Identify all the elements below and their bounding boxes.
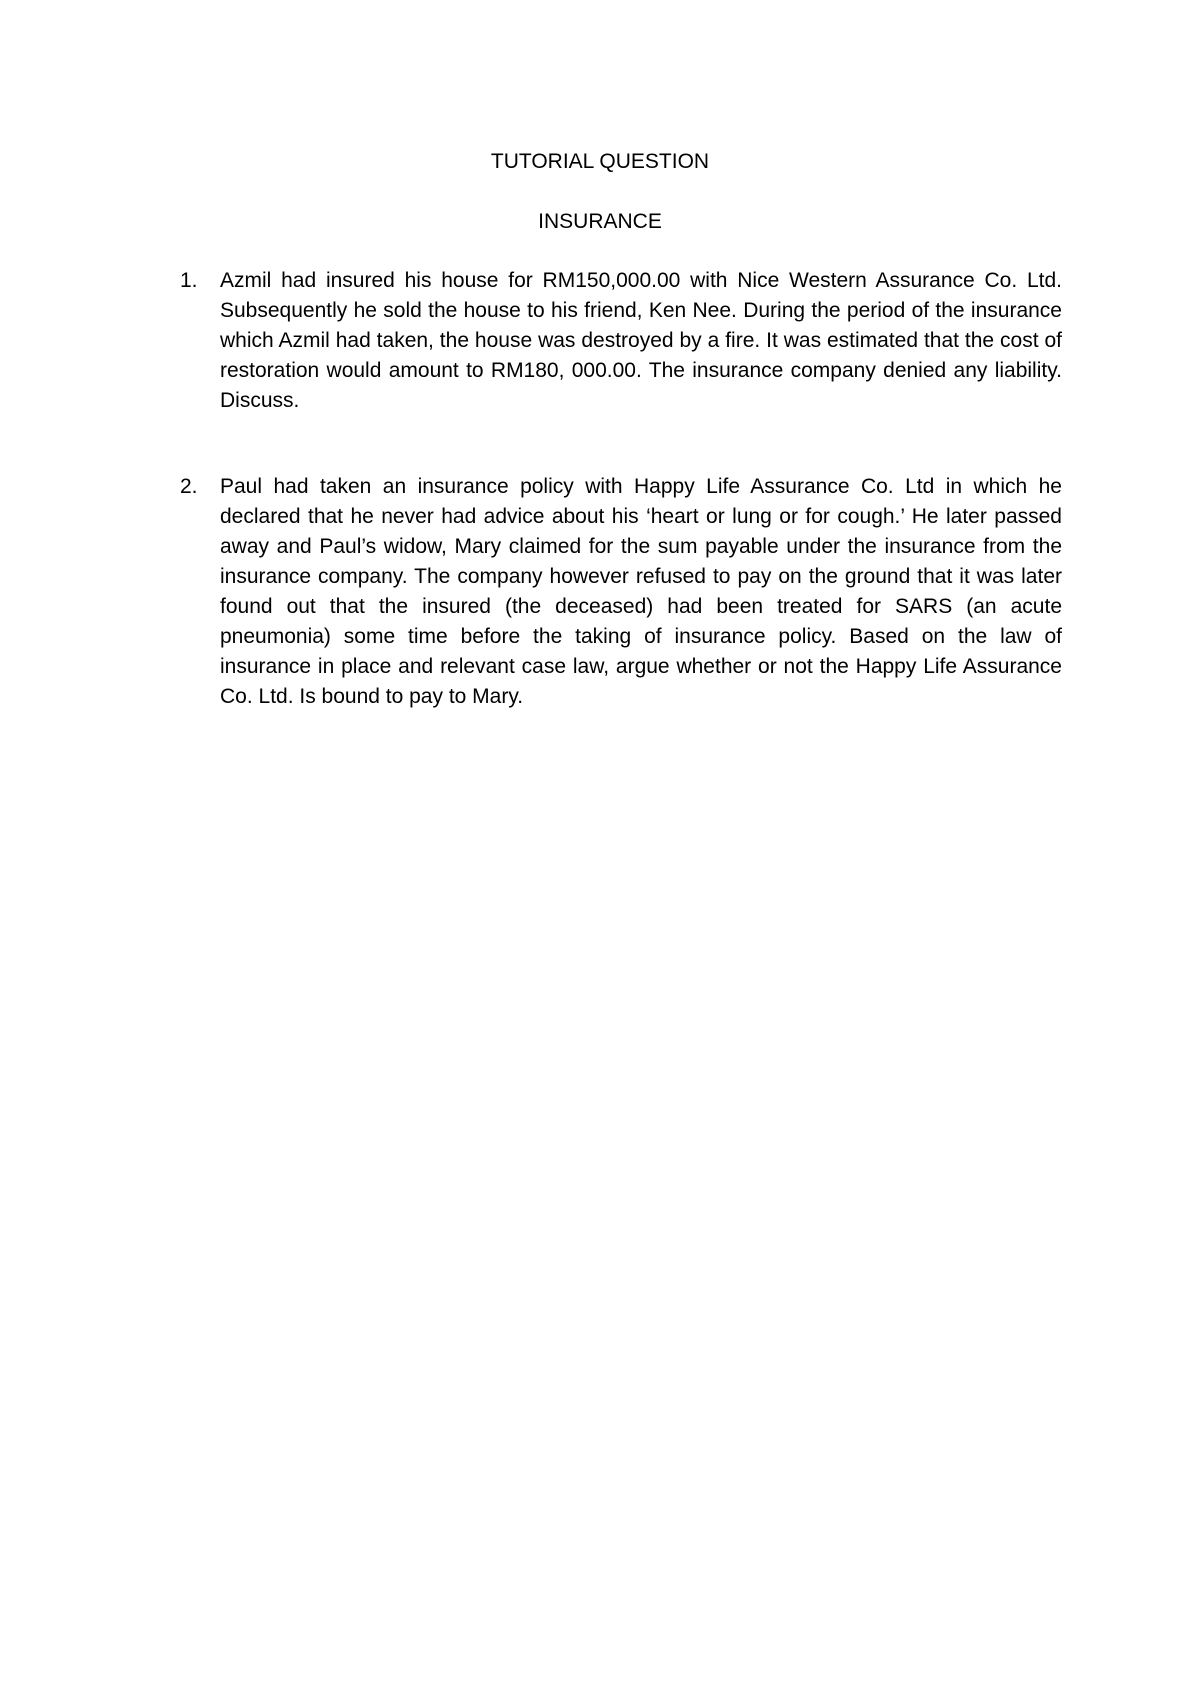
document-title: TUTORIAL QUESTION (490, 150, 710, 173)
question-number: 1. (180, 269, 198, 292)
question-text: Azmil had insured his house for RM150,000.00 with Nice Western Assurance Co. Ltd. Subsequently he sold the house to his friend, Ken Nee. During the period of the insurance which Azmil had taken, the house was destroyed by a fire. It was estimated that the cost of restoration would amount to RM180, 000.00. The insurance company denied any liability. Discuss. (220, 269, 1062, 412)
document-subtitle: INSURANCE (538, 210, 662, 233)
question-text: Paul had taken an insurance policy with Happy Life Assurance Co. Ltd in which he declared that he never had advice about his ‘heart or lung or for cough.’ He later passed away and Paul’s widow, Mary claimed for the sum payable under the insurance from the insurance company. The company however refused to pay on the ground that it was later found out that the insured (the deceased) had been treated for SARS (an acute pneumonia) some time before the taking of insurance policy. Based on the law of insurance in place and relevant case law, argue whether or not the Happy Life Assurance Co. Ltd. Is bound to pay to Mary. (220, 475, 1062, 708)
question-item-2 (180, 472, 1062, 712)
question-item-1 (180, 266, 1062, 416)
question-number: 2. (180, 475, 198, 498)
